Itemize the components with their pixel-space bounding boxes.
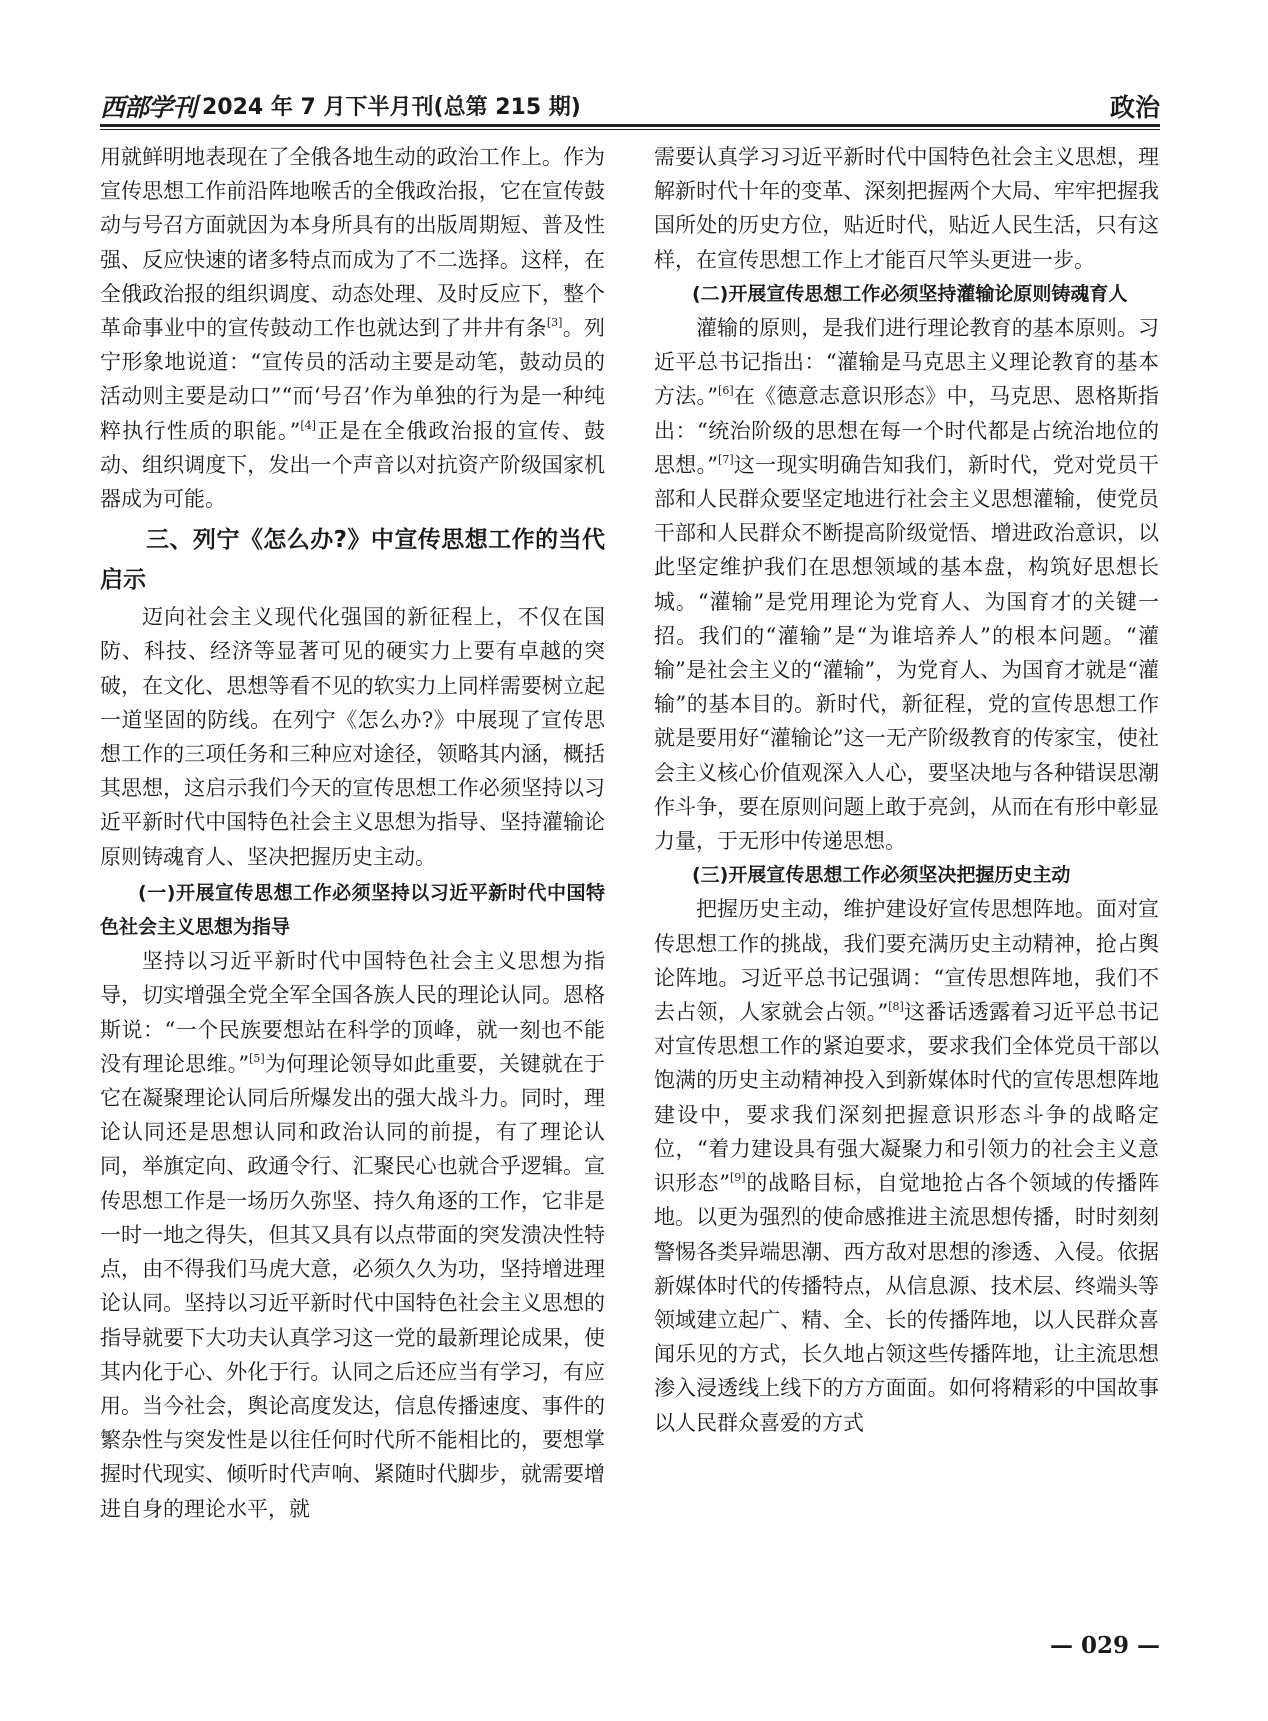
citation-ref: [6] [718, 384, 734, 398]
paragraph: 迈向社会主义现代化强国的新征程上，不仅在国防、科技、经济等显著可见的硬实力上要有卓越的突破，在文化、思想等看不见的软实力上同样需要树立起一道坚固的防线。在列宁《怎么办?》中展现了宣传思想工作的三项任务和三种应对途径，领略其内涵，概括其思想，这启示我们今天的宣传思想工作必须坚持以习近平新时代中国特色社会主义思想为指导、坚持灌输论原则铸魂育人、坚决把握历史主动。 [100, 605, 605, 869]
citation-ref: [5] [249, 1051, 265, 1065]
citation-ref: [4] [300, 418, 316, 432]
section-heading: 三、列宁《怎么办?》中宣传思想工作的当代启示 [100, 527, 605, 594]
paragraph-text: 。列宁形象地说道：“宣传员的活动主要是动笔，鼓动员的活动则主要是动口”“而‘号召’作为单独的行为是一种纯粹执行性质的职能。” [100, 316, 606, 443]
paragraph-text: 用就鲜明地表现在了全俄各地生动的政治工作上。作为宣传思想工作前沿阵地喉舌的全俄政治报，它在宣传鼓动与号召方面就因为本身所具有的出版周期短、普及性强、反应快速的诸多特点而成为了不二选择。这样，在全俄政治报的组织调度、动态处理、及时反应下，整个革命事业中的宣传鼓动工作也就达到了井井有条 [100, 145, 605, 341]
paragraph [100, 944, 605, 1525]
left-column [100, 140, 605, 1526]
paragraph-text: 正是在全俄政治报的宣传、鼓动、组织调度下，发出一个声音以对抗资产阶级国家机器成为可能。 [100, 418, 605, 512]
paragraph: 需要认真学习习近平新时代中国特色社会主义思想，理解新时代十年的变革、深刻把握两个大局、牢牢把握我国所处的历史方位，贴近时代，贴近人民生活，只有这样，在宣传思想工作上才能百尺竿头更进一步。 [654, 145, 1159, 272]
paragraph-text: 坚持以习近平新时代中国特色社会主义思想为指导，切实增强全党全军全国各族人民的理论认同。恩格斯说：“一个民族要想站在科学的顶峰，就一刻也不能没有理论思维。” [100, 949, 605, 1076]
page-number: — 029 — [1049, 1632, 1160, 1659]
section-label: 政治 [1109, 93, 1160, 122]
citation-ref: [8] [888, 1000, 904, 1014]
paragraph [100, 140, 605, 516]
paragraph [654, 892, 1159, 1439]
paragraph [654, 311, 1159, 858]
paragraph-text: 为何理论领导如此重要，关键就在于它在凝聚理论认同后所爆发出的强大战斗力。同时，理论认同还是思想认同和政治认同的前提，有了理论认同，举旗定向、政通令行、汇聚民心也就合乎逻辑。宣传思想工作是一场历久弥坚、持久角逐的工作，它非是一时一地之得失，但其又具有以点带面的突发溃决性特点，由不得我们马虎大意，必须久久为功，坚持增进理论认同。坚持以习近平新时代中国特色社会主义思想的指导就要下大功夫认真学习这一党的最新理论成果，使其内化于心、外化于行。认同之后还应当有学习，有应用。当今社会，舆论高度发达，信息传播速度、事件的繁杂性与突发性是以往任何时代所不能相比的，要想掌握时代现实、倾听时代声响、紧随时代脚步，就需要增进自身的理论水平，就 [100, 1051, 605, 1521]
issue-info: 2024 年 7 月下半月刊(总第 215 期) [202, 95, 581, 120]
paragraph-text: 这一现实明确告知我们，新时代，党对党员干部和人民群众要坚定地进行社会主义思想灌输，使党员干部和人民群众不断提高阶级觉悟、增进政治意识，以此坚定维护我们在思想领域的基本盘，构筑好思想长城。“灌输”是党用理论为党育人、为国育才的关键一招。我们的“灌输”是“为谁培养人”的根本问题。“灌输”是社会主义的“灌输”，为党育人、为国育才就是“灌输”的基本目的。新时代，新征程，党的宣传思想工作就是要用好“灌输论”这一无产阶级教育的传家宝，使社会主义核心价值观深入人心，要坚决地与各种错误思潮作斗争，要在原则问题上敢于亮剑，从而在有形中彰显力量，于无形中传递思想。 [654, 452, 1159, 854]
header-rule-thick [100, 124, 1160, 127]
paragraph-text: 的战略目标，自觉地抢占各个领域的传播阵地。以更为强烈的使命感推进主流思想传播，时时刻刻警惕各类异端思潮、西方敌对思想的渗透、入侵。依据新媒体时代的传播特点，从信息源、技术层、终端头等领域建立起广、精、全、长的传播阵地，以人民群众喜闻乐见的方式，长久地占领这些传播阵地，让主流思想渗入浸透线上线下的方方面面。如何将精彩的中国故事以人民群众喜爱的方式 [654, 1171, 1159, 1435]
paragraph-text: 灌输的原则，是我们进行理论教育的基本原则。习近平总书记指出：“灌输是马克思主义理论教育的基本方法。” [654, 316, 1159, 409]
running-header [100, 86, 1160, 120]
header-rule-thin [100, 129, 1160, 130]
paragraph-text: 把握历史主动，维护建设好宣传思想阵地。面对宣传思想工作的挑战，我们要充满历史主动精神，抢占舆论阵地。习近平总书记强调：“宣传思想阵地，我们不去占领，人家就会占领。” [654, 897, 1159, 1025]
paragraph-text: 在《德意志意识形态》中，马克思、恩格斯指出：“统治阶级的思想在每一个时代都是占统治地位的思想。” [654, 384, 1159, 477]
journal-logo: 西部学刊 [100, 93, 197, 122]
citation-ref: [9] [730, 1171, 746, 1185]
paragraph-text: 这番话透露着习近平总书记对宣传思想工作的紧迫要求，要求我们全体党员干部以饱满的历史主动精神投入到新媒体时代的宣传思想阵地建设中，要求我们深刻把握意识形态斗争的战略定位，“着力建设具有强大凝聚力和引领力的社会主义意识形态” [654, 1000, 1159, 1196]
right-column [654, 140, 1159, 1440]
citation-ref: [7] [718, 452, 734, 466]
subsection-heading: (二)开展宣传思想工作必须坚持灌输论原则铸魂育人 [692, 282, 1128, 305]
subsection-heading: (三)开展宣传思想工作必须坚决把握历史主动 [692, 864, 1071, 887]
subsection-heading: (一)开展宣传思想工作必须坚持以习近平新时代中国特色社会主义思想为指导 [100, 881, 605, 939]
citation-ref: [3] [546, 316, 563, 330]
